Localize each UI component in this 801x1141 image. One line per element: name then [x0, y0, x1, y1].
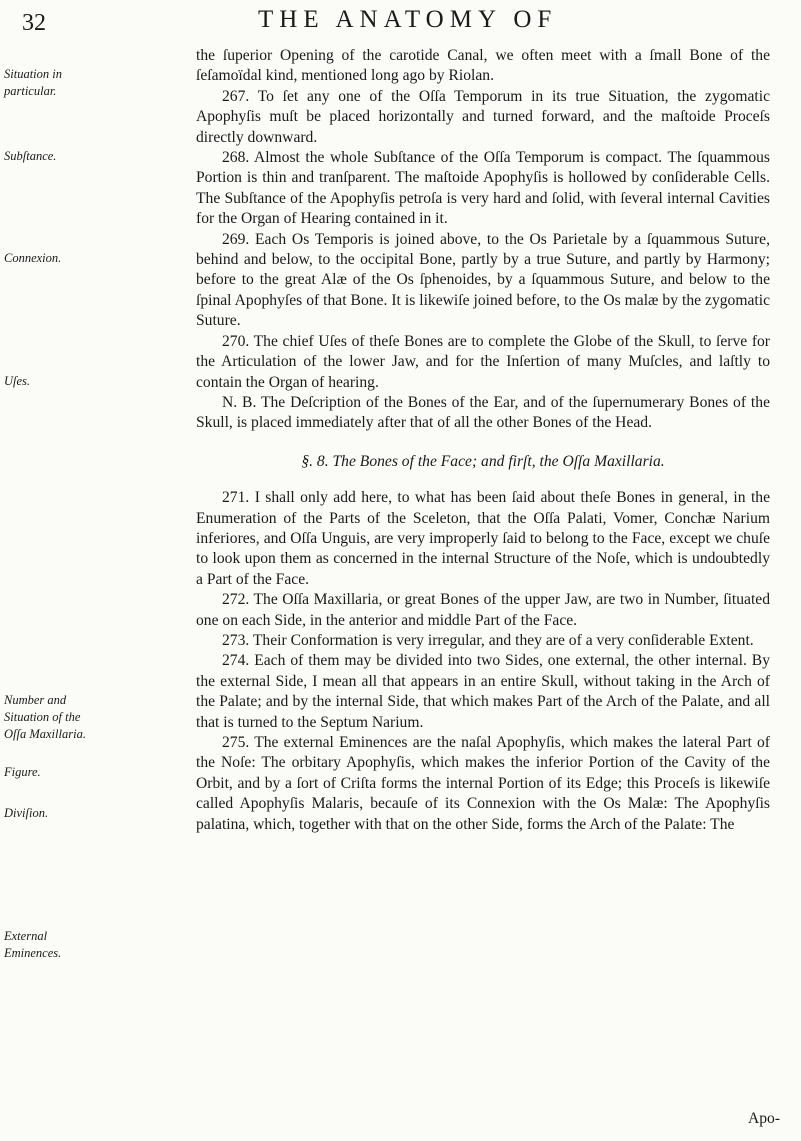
paragraph-269: 269. Each Os Temporis is joined above, to the Os Parietale by a ſquammous Suture, behind and below, to the occipital Bone, partly by a true Suture, and partly by Harmony; before to the great Alæ of the Os ſphenoides, by a ſquammous Suture, and below to the ſpinal Apophyſes of that Bone. It is likewiſe joined before, to the Os malæ by the zygomatic Suture.	[196, 230, 770, 330]
margin-note-number: Number and Situation of the Oſſa Maxillaria.	[4, 693, 86, 741]
main-text	[196, 46, 770, 835]
margin-note-substance: Subſtance.	[4, 149, 57, 163]
section-heading: §. 8. The Bones of the Face; and firſt, the Oſſa Maxillaria.	[301, 452, 665, 470]
paragraph-274: 274. Each of them may be divided into two Sides, one external, the other internal. By the external Side, I mean all that appears in an entire Skull, without taking in the Arch of the Palate; and by the internal Side, that which makes Part of the Arch of the Palate, and all that is turned to the Septum Narium.	[196, 652, 770, 731]
margin-note-situation: Situation in particular.	[4, 67, 62, 98]
running-head: THE ANATOMY OF	[258, 6, 558, 33]
paragraph-271: 271. I shall only add here, to what has been ſaid about theſe Bones in general, in the Enumeration of the Parts of the Sceleton, that the Oſſa Palati, Vomer, Conchæ Narium inferiores, and Oſſa Unguis, are very improperly ſaid to belong to the Face, except we chuſe to look upon them as concerned in the internal Structure of the Noſe, which is undoubtedly a Part of the Face.	[196, 489, 770, 588]
margin-note-division: Diviſion.	[4, 806, 49, 820]
margin-note-external: External Eminences.	[4, 929, 62, 960]
paragraph-nb: N. B. The Deſcription of the Bones of the Ear, and of the ſupernumerary Bones of the Skull, is placed immediately after that of all the other Bones of the Head.	[196, 393, 770, 432]
paragraph-continuation: the ſuperior Opening of the carotide Canal, we often meet with a ſmall Bone of the ſeſamoïdal kind, mentioned long ago by Riolan.	[196, 47, 770, 85]
paragraph-275: 275. The external Eminences are the naſal Apophyſis, which makes the lateral Part of the Noſe: The orbitary Apophyſis, which makes the inferior Portion of the Cavity of the Orbit, and by a ſort of Criſta forms the internal Portion of its Edge; this Proceſs is likewiſe called Apophyſis Malaris, becauſe of its Connexion with the Os Malæ: The Apophyſis palatina, which, together with that on the other Side, forms the Arch of the Palate: The	[196, 734, 770, 833]
paragraph-272: 272. The Oſſa Maxillaria, or great Bones of the upper Jaw, are two in Number, ſituated one on each Side, in the anterior and middle Part of the Face.	[196, 591, 770, 629]
paragraph-268: 268. Almost the whole Subſtance of the Oſſa Temporum is compact. The ſquammous Portion is thin and tranſparent. The maſtoide Apophyſis is hollowed by conſiderable Cells. The Subſtance of the Apophyſis petroſa is very hard and ſolid, with ſeveral internal Cavities for the Organ of Hearing contained in it.	[196, 149, 770, 228]
paragraph-270: 270. The chief Uſes of theſe Bones are to complete the Globe of the Skull, to ſerve for the Articulation of the lower Jaw, and for the Inſertion of many Muſcles, and laſtly to contain the Organ of hearing.	[196, 332, 770, 391]
margin-note-figure: Figure.	[4, 765, 41, 779]
margin-note-uses: Uſes.	[4, 374, 31, 388]
paragraph-267: 267. To ſet any one of the Oſſa Temporum in its true Situation, the zygomatic Apophyſis muſt be placed horizontally and turned forward, and the maſtoide Proceſs directly downward.	[196, 87, 770, 146]
catchword: Apo-	[748, 1110, 781, 1127]
margin-note-connexion: Connexion.	[4, 251, 62, 265]
paragraph-273: 273. Their Conformation is very irregular, and they are of a very conſiderable Extent.	[222, 631, 754, 649]
page-number: 32	[22, 10, 46, 36]
